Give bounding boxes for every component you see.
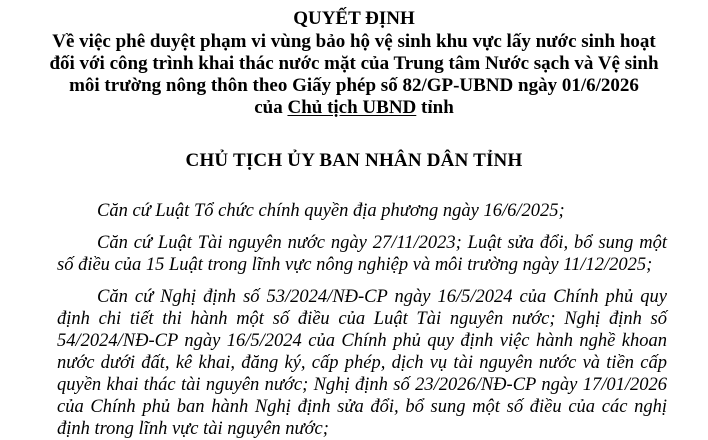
legal-basis-paragraph: Căn cứ Nghị định số 53/2024/NĐ-CP ngày 16/5/2024 của Chính phủ quy định chi tiết thi hành một số điều của Luật Tài nguyên nước; Nghị định số 54/2024/NĐ-CP ngày 16/5/2024 của Chính phủ quy định việc hành nghề khoan nước dưới đất, kê khai, đăng ký, cấp phép, dịch vụ tài nguyên nước và tiền cấp quyền khai thác tài nguyên nước; Nghị định số 23/2026/NĐ-CP ngày 17/01/2026 của Chính phủ ban hành Nghị định sửa đổi, bổ sung một số điều của các nghị định trong lĩnh vực tài nguyên nước; [57,287,667,439]
subtitle-underlined-authority: Chủ tịch UBND [287,97,417,118]
legal-bases [57,200,667,440]
legal-basis-paragraph: Căn cứ Luật Tài nguyên nước ngày 27/11/2023; Luật sửa đổi, bổ sung một số điều của 15 Luật trong lĩnh vực nông nghiệp và môi trường ngày 11/12/2025; [57,233,667,275]
decision-title: QUYẾT ĐỊNH [293,8,415,29]
subtitle-line: đối với công trình khai thác nước mặt của Trung tâm Nước sạch và Vệ sinh [49,53,659,74]
subtitle-line-last [30,97,678,119]
subtitle-line: môi trường nông thôn theo Giấy phép số 82/GP-UBND ngày 01/6/2026 [69,75,639,96]
authority-heading: CHỦ TỊCH ỦY BAN NHÂN DÂN TỈNH [185,150,523,171]
subtitle-prefix: của [254,97,288,118]
decision-subtitle [30,31,678,119]
subtitle-line: Về việc phê duyệt phạm vi vùng bảo hộ vệ sinh khu vực lấy nước sinh hoạt [52,31,656,52]
subtitle-suffix: tỉnh [416,97,454,118]
legal-basis-paragraph: Căn cứ Luật Tổ chức chính quyền địa phương ngày 16/6/2025; [97,201,565,221]
